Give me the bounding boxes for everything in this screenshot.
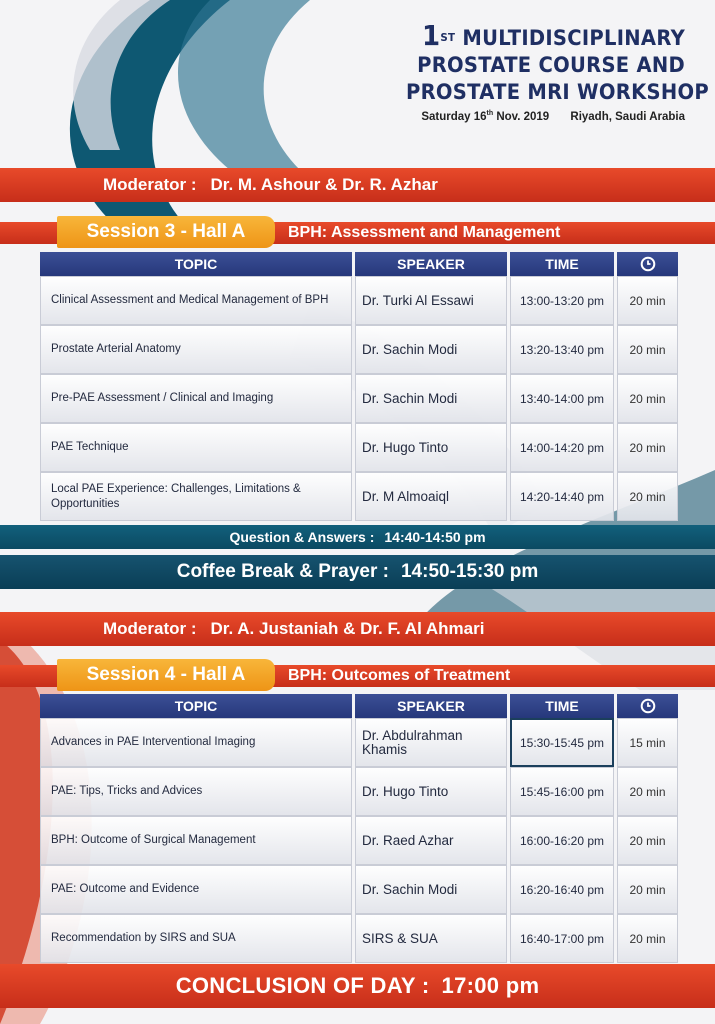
- duration-cell: 20 min: [617, 865, 678, 914]
- header-line-1: MULTIDISCIPLINARY: [462, 26, 685, 50]
- speaker-cell: Dr. Sachin Modi: [355, 325, 507, 374]
- ordinal-suffix: ST: [440, 31, 456, 44]
- event-date-location: [385, 110, 685, 123]
- time-cell: 16:00-16:20 pm: [510, 816, 614, 865]
- session3-table: [40, 252, 678, 521]
- table-row: [40, 276, 678, 325]
- session-title: BPH: Outcomes of Treatment: [288, 667, 511, 684]
- qa-label: Question & Answers :: [229, 529, 375, 545]
- topic-cell: PAE: Outcome and Evidence: [40, 865, 352, 914]
- topic-cell: Recommendation by SIRS and SUA: [40, 914, 352, 963]
- clock-icon: [640, 256, 656, 272]
- speaker-cell: Dr. M Almoaiql: [355, 472, 507, 521]
- speaker-cell: Dr. Sachin Modi: [355, 865, 507, 914]
- table-header: [40, 252, 678, 276]
- moderator-label: Moderator :: [103, 175, 197, 194]
- topic-cell: PAE: Tips, Tricks and Advices: [40, 767, 352, 816]
- duration-cell: 20 min: [617, 472, 678, 521]
- table-row: [40, 423, 678, 472]
- moderator-label: Moderator :: [103, 619, 197, 638]
- speaker-cell: SIRS & SUA: [355, 914, 507, 963]
- session3-title-bar: [0, 216, 715, 250]
- topic-cell: BPH: Outcome of Surgical Management: [40, 816, 352, 865]
- time-cell: 16:20-16:40 pm: [510, 865, 614, 914]
- table-row: [40, 374, 678, 423]
- event-date-prefix: Saturday 16: [421, 110, 487, 123]
- column-header-speaker: SPEAKER: [355, 252, 507, 276]
- moderator-names: Dr. A. Justaniah & Dr. F. Al Ahmari: [210, 619, 485, 638]
- time-cell: 15:45-16:00 pm: [510, 767, 614, 816]
- header-line-2: PROSTATE COURSE AND: [417, 53, 685, 77]
- speaker-cell: Dr. Abdulrahman Khamis: [355, 718, 507, 767]
- qa-banner: [0, 525, 715, 549]
- session-label: Session 4 - Hall A: [57, 659, 275, 691]
- conclusion-banner: [0, 964, 715, 1008]
- topic-cell: Local PAE Experience: Challenges, Limitations & Opportunities: [40, 472, 352, 521]
- session-title: BPH: Assessment and Management: [288, 224, 561, 241]
- duration-cell: 15 min: [617, 718, 678, 767]
- table-row: [40, 914, 678, 963]
- session4-title-bar: [0, 659, 715, 693]
- table-row: [40, 325, 678, 374]
- coffee-break-banner: [0, 555, 715, 589]
- time-cell: 16:40-17:00 pm: [510, 914, 614, 963]
- session-label: Session 3 - Hall A: [57, 216, 275, 248]
- column-header-speaker: SPEAKER: [355, 694, 507, 718]
- column-header-duration: [617, 252, 678, 276]
- event-date-suffix: th: [486, 110, 494, 117]
- clock-icon: [640, 698, 656, 714]
- table-row: [40, 767, 678, 816]
- time-cell: 13:20-13:40 pm: [510, 325, 614, 374]
- time-cell: 13:40-14:00 pm: [510, 374, 614, 423]
- speaker-cell: Dr. Raed Azhar: [355, 816, 507, 865]
- speaker-cell: Dr. Turki Al Essawi: [355, 276, 507, 325]
- table-row: [40, 472, 678, 521]
- event-header: [385, 19, 709, 123]
- table-row: [40, 816, 678, 865]
- conclusion-time: 17:00 pm: [441, 973, 540, 998]
- table-row: [40, 718, 678, 767]
- duration-cell: 20 min: [617, 816, 678, 865]
- event-location: Riyadh, Saudi Arabia: [570, 110, 685, 123]
- coffee-label: Coffee Break & Prayer :: [176, 561, 389, 582]
- duration-cell: 20 min: [617, 325, 678, 374]
- topic-cell: Pre-PAE Assessment / Clinical and Imaging: [40, 374, 352, 423]
- qa-time: 14:40-14:50 pm: [384, 529, 486, 545]
- time-cell: 14:20-14:40 pm: [510, 472, 614, 521]
- duration-cell: 20 min: [617, 914, 678, 963]
- time-cell: 15:30-15:45 pm: [510, 718, 614, 767]
- time-cell: 13:00-13:20 pm: [510, 276, 614, 325]
- session4-moderator-banner: [0, 612, 715, 646]
- session4-table: [40, 694, 678, 963]
- column-header-topic: TOPIC: [40, 694, 352, 718]
- duration-cell: 20 min: [617, 423, 678, 472]
- speaker-cell: Dr. Sachin Modi: [355, 374, 507, 423]
- topic-cell: PAE Technique: [40, 423, 352, 472]
- topic-cell: Prostate Arterial Anatomy: [40, 325, 352, 374]
- speaker-cell: Dr. Hugo Tinto: [355, 767, 507, 816]
- conclusion-label: CONCLUSION OF DAY :: [175, 973, 430, 998]
- duration-cell: 20 min: [617, 276, 678, 325]
- duration-cell: 20 min: [617, 767, 678, 816]
- topic-cell: Advances in PAE Interventional Imaging: [40, 718, 352, 767]
- time-cell: 14:00-14:20 pm: [510, 423, 614, 472]
- column-header-time: TIME: [510, 252, 614, 276]
- session3-moderator-banner: [0, 168, 715, 202]
- column-header-topic: TOPIC: [40, 252, 352, 276]
- column-header-duration: [617, 694, 678, 718]
- speaker-cell: Dr. Hugo Tinto: [355, 423, 507, 472]
- table-header: [40, 694, 678, 718]
- topic-cell: Clinical Assessment and Medical Management of BPH: [40, 276, 352, 325]
- table-row: [40, 865, 678, 914]
- header-line-3: PROSTATE MRI WORKSHOP: [406, 80, 709, 104]
- duration-cell: 20 min: [617, 374, 678, 423]
- column-header-time: TIME: [510, 694, 614, 718]
- moderator-names: Dr. M. Ashour & Dr. R. Azhar: [210, 175, 438, 194]
- coffee-time: 14:50-15:30 pm: [400, 561, 539, 582]
- event-date-rest: Nov. 2019: [493, 110, 550, 123]
- ordinal-number: 1: [421, 19, 441, 52]
